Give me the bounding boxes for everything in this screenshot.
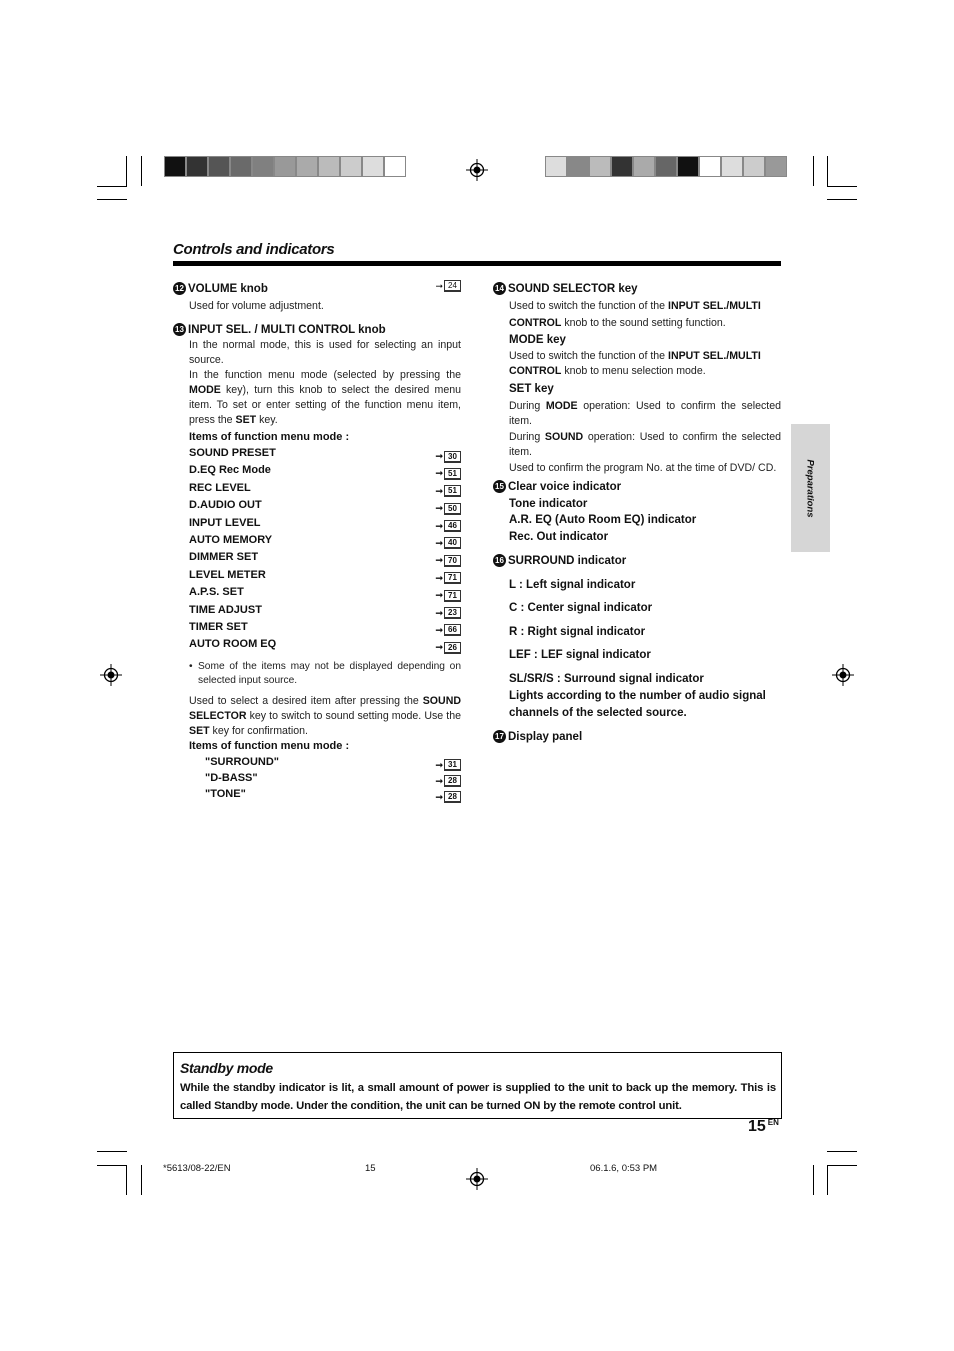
set-key-title: SET key: [509, 383, 554, 395]
standby-title: Standby mode: [180, 1060, 273, 1076]
standby-text: While the standby indicator is lit, a small amount of power is supplied to the unit to back up the memory. This is called Standby mode. Under the condition, the unit can be turned ON by the remote control unit.: [180, 1082, 776, 1112]
page-ref-number: 51: [444, 485, 461, 497]
item-description: Used to select a desired item after pressing the SOUND SELECTOR key to switch to sound setting mode. Use the SET key for confirmation.: [189, 694, 461, 737]
arrow-icon: ➞: [435, 555, 443, 566]
menu-item-label: AUTO ROOM EQ: [189, 638, 277, 651]
items-label: Items of function menu mode :: [189, 431, 350, 443]
page-ref-number: 28: [444, 775, 461, 787]
item-description: During SOUND operation: Used to confirm the selected item.: [509, 431, 781, 458]
section-title: Controls and indicators: [173, 241, 335, 258]
item-indicators: [493, 479, 781, 545]
color-swatch: [655, 156, 677, 177]
arrow-icon: ➞: [435, 791, 443, 802]
bullet-icon: •: [189, 660, 193, 672]
registration-mark-icon: [466, 159, 488, 181]
note: • Some of the items may not be displayed depending on selected input source.: [189, 660, 461, 686]
arrow-icon: ➞: [435, 451, 443, 461]
footer-date: 06.1.6, 0:53 PM: [590, 1163, 658, 1174]
item-description: In the normal mode, this is used for selecting an input source.: [189, 339, 461, 366]
menu-item: [189, 549, 461, 566]
color-swatch: [765, 156, 787, 177]
page-ref-number: 23: [444, 607, 461, 619]
page-ref-number: 71: [444, 590, 461, 602]
items-label: Items of function menu mode :: [189, 739, 350, 752]
page-ref-number: 51: [444, 468, 461, 480]
indicator-label: SL/SR/S : Surround signal indicator: [509, 672, 704, 685]
right-column: [493, 279, 781, 746]
item-sound-selector: [493, 279, 781, 298]
item-description: Used to switch the function of the INPUT SEL./MULTI CONTROL knob to menu selection mode.: [509, 350, 761, 377]
arrow-icon: ➞: [435, 280, 443, 291]
indicator-label: L : Left signal indicator: [509, 578, 636, 591]
menu-item-label: TIMER SET: [189, 620, 248, 633]
page-ref-number: 31: [444, 759, 461, 771]
color-swatch: [611, 156, 633, 177]
menu-item-label: TIME ADJUST: [189, 603, 262, 616]
menu-item: [205, 754, 461, 770]
color-swatch: [384, 156, 406, 177]
item-description: During MODE operation: Used to confirm the selected item.: [509, 400, 781, 427]
page-ref-number: 66: [444, 624, 461, 636]
registration-mark-icon: [466, 1168, 488, 1190]
arrow-icon: ➞: [435, 590, 443, 601]
menu-item: [189, 636, 461, 653]
color-swatch: [545, 156, 567, 177]
menu-item-label: SOUND PRESET: [189, 447, 276, 459]
menu-item-label: "SURROUND": [205, 755, 279, 768]
footer-page: 15: [365, 1163, 376, 1174]
arrow-icon: ➞: [435, 607, 443, 618]
page-ref-number: 46: [444, 520, 461, 532]
item-description: Used to switch the function of the INPUT SEL./MULTI CONTROL knob to the sound setting function.: [509, 300, 761, 329]
item-title: VOLUME knob: [188, 283, 268, 295]
color-swatch: [296, 156, 318, 177]
side-tab-label: Preparations: [805, 458, 817, 518]
color-swatch: [567, 156, 589, 177]
surround-closing-text: Lights according to the number of audio signal channels of the selected source.: [509, 690, 766, 719]
item-title: INPUT SEL. / MULTI CONTROL knob: [188, 324, 386, 336]
sound-menu-list: [173, 754, 461, 802]
item-number-badge: 15: [493, 480, 506, 493]
page-ref-number: 70: [444, 555, 461, 567]
arrow-icon: ➞: [435, 485, 443, 496]
mode-key-title: MODE key: [509, 334, 566, 346]
item-title: SURROUND indicator: [508, 555, 627, 567]
header-rule: [173, 261, 781, 266]
item-volume-knob: [173, 279, 461, 299]
page-number: [748, 1118, 779, 1136]
color-swatch: [208, 156, 230, 177]
menu-item: [189, 619, 461, 636]
color-swatch: [340, 156, 362, 177]
page-reference: [435, 789, 461, 806]
menu-item: [189, 445, 461, 462]
menu-item: [189, 532, 461, 549]
footer-code: *5613/08-22/EN: [163, 1163, 231, 1174]
color-swatch: [589, 156, 611, 177]
item-surround-indicator: [493, 553, 781, 721]
arrow-icon: ➞: [435, 520, 443, 531]
item-number-badge: 12: [173, 282, 186, 295]
indicator-label: Rec. Out indicator: [509, 530, 609, 543]
color-swatch: [362, 156, 384, 177]
page-ref-number: 71: [444, 572, 461, 584]
color-swatch: [186, 156, 208, 177]
item-number-badge: 17: [493, 730, 506, 743]
item-title: SOUND SELECTOR key: [508, 283, 638, 295]
indicator-label: C : Center signal indicator: [509, 602, 653, 614]
item-number-badge: 13: [173, 323, 186, 336]
menu-item-label: DIMMER SET: [189, 551, 259, 564]
function-menu-list: [173, 445, 461, 654]
menu-item-label: LEVEL METER: [189, 568, 266, 581]
page-number-value: 15: [748, 1118, 766, 1135]
item-description: Used for volume adjustment.: [189, 300, 324, 312]
item-number-badge: 16: [493, 554, 506, 567]
menu-item: [205, 786, 461, 802]
page-ref-number: 40: [444, 537, 461, 549]
page-ref-number: 26: [444, 642, 461, 654]
menu-item: [205, 770, 461, 786]
item-description: In the function menu mode (selected by pressing the MODE key), turn this knob to select the desired menu item. To set or enter setting of the function menu item, press the SET key.: [189, 369, 461, 426]
arrow-icon: ➞: [435, 624, 443, 635]
page-ref-number: 30: [444, 451, 461, 463]
item-title: Display panel: [508, 731, 583, 743]
menu-item-label: D.EQ Rec Mode: [189, 464, 271, 477]
menu-item: [189, 462, 461, 479]
arrow-icon: ➞: [435, 775, 443, 786]
arrow-icon: ➞: [435, 759, 443, 770]
menu-item-label: D.AUDIO OUT: [189, 499, 262, 512]
page-reference: [435, 280, 461, 292]
standby-box: [173, 1052, 782, 1119]
page-ref-number: 28: [444, 791, 461, 803]
left-column: [173, 279, 461, 802]
menu-item: [189, 584, 461, 601]
indicator-label: A.R. EQ (Auto Room EQ) indicator: [509, 514, 697, 526]
menu-item: [189, 567, 461, 584]
menu-item: [189, 515, 461, 532]
color-swatch: [164, 156, 186, 177]
color-swatch: [252, 156, 274, 177]
color-swatch: [318, 156, 340, 177]
color-swatch: [230, 156, 252, 177]
item-display-panel: [493, 729, 781, 746]
page-ref-number: 50: [444, 503, 461, 515]
side-tab: [791, 424, 830, 552]
menu-item-label: AUTO MEMORY: [189, 533, 273, 546]
page-reference: [435, 639, 461, 656]
indicator-label: R : Right signal indicator: [509, 625, 646, 638]
color-swatch: [274, 156, 296, 177]
menu-item-label: A.P.S. SET: [189, 586, 244, 599]
arrow-icon: ➞: [435, 537, 443, 548]
arrow-icon: ➞: [435, 572, 443, 583]
arrow-icon: ➞: [435, 468, 443, 479]
arrow-icon: ➞: [435, 503, 443, 514]
menu-item: [189, 480, 461, 497]
indicator-label: LEF : LEF signal indicator: [509, 649, 651, 661]
arrow-icon: ➞: [435, 642, 443, 653]
item-input-sel: [173, 320, 461, 338]
menu-item-label: "D-BASS": [205, 771, 258, 784]
color-swatch: [743, 156, 765, 177]
registration-mark-icon: [832, 664, 854, 686]
registration-mark-icon: [100, 664, 122, 686]
color-swatch: [633, 156, 655, 177]
page-language: EN: [767, 1118, 779, 1127]
color-swatch: [699, 156, 721, 177]
item-description: Used to confirm the program No. at the time of DVD/ CD.: [509, 462, 777, 474]
menu-item: [189, 602, 461, 619]
menu-item: [189, 497, 461, 514]
indicator-label: Clear voice indicator: [508, 481, 622, 493]
page-ref-number: 24: [444, 280, 461, 292]
menu-item-label: INPUT LEVEL: [189, 516, 261, 529]
color-swatch: [721, 156, 743, 177]
color-swatch: [677, 156, 699, 177]
indicator-label: Tone indicator: [509, 497, 588, 510]
item-number-badge: 14: [493, 282, 506, 295]
menu-item-label: REC LEVEL: [189, 481, 251, 494]
menu-item-label: "TONE": [205, 787, 246, 800]
